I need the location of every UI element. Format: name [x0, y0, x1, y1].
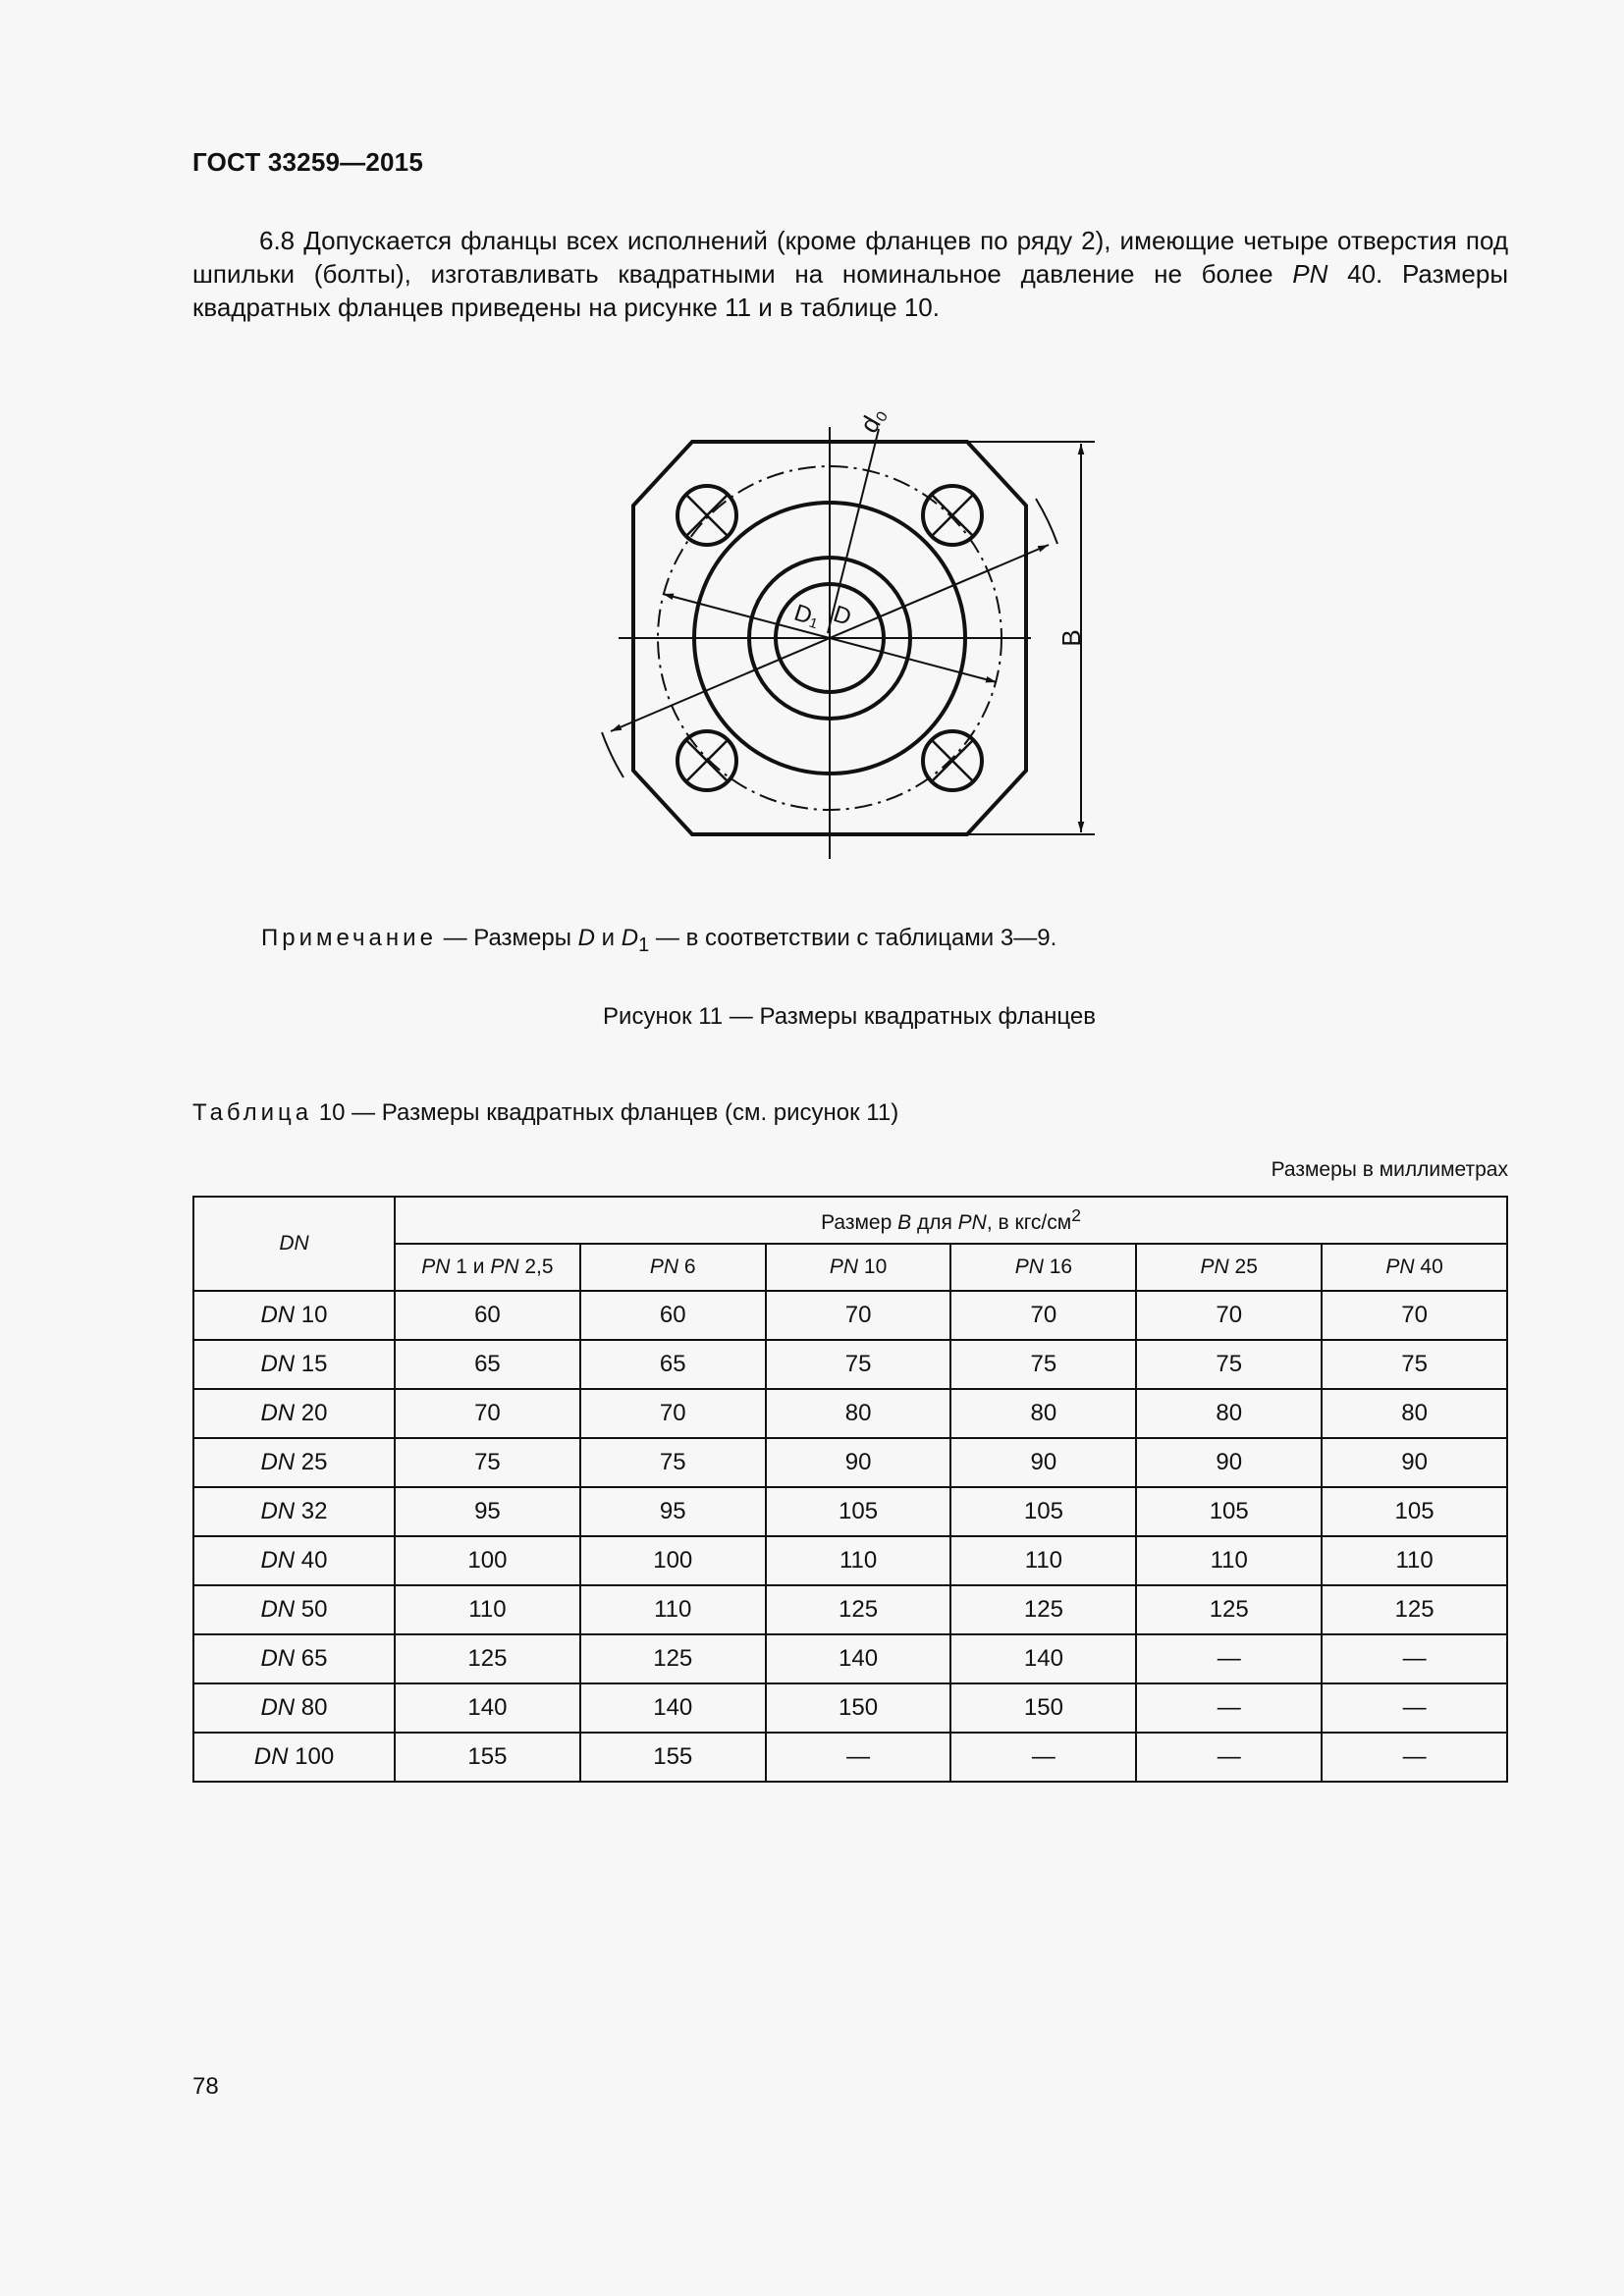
- size-cell: 70: [766, 1291, 951, 1340]
- size-cell: 80: [950, 1389, 1136, 1438]
- size-cell: 110: [766, 1536, 951, 1585]
- table-row: [193, 1733, 1507, 1782]
- size-cell: 95: [580, 1487, 766, 1536]
- size-cell: 70: [1322, 1291, 1507, 1340]
- table-row: [193, 1585, 1507, 1634]
- dn-cell: DN 20: [193, 1389, 395, 1438]
- label-b: B: [1056, 629, 1086, 647]
- size-cell: 90: [950, 1438, 1136, 1487]
- size-cell: 125: [766, 1585, 951, 1634]
- size-cell: 95: [395, 1487, 580, 1536]
- size-cell: 60: [580, 1291, 766, 1340]
- size-cell: 75: [950, 1340, 1136, 1389]
- size-cell: 110: [1136, 1536, 1322, 1585]
- size-cell: 105: [766, 1487, 951, 1536]
- size-cell: 140: [766, 1634, 951, 1683]
- size-cell: 125: [395, 1634, 580, 1683]
- size-cell: 110: [1322, 1536, 1507, 1585]
- bolt-hole: [677, 731, 736, 790]
- pn-column-header: PN 1 и PN 2,5: [395, 1244, 580, 1291]
- size-cell: 100: [395, 1536, 580, 1585]
- table-row: [193, 1291, 1507, 1340]
- size-cell: 90: [1136, 1438, 1322, 1487]
- size-cell: 70: [395, 1389, 580, 1438]
- bolt-hole: [923, 486, 982, 545]
- dn-cell: DN 50: [193, 1585, 395, 1634]
- size-cell: 105: [1322, 1487, 1507, 1536]
- size-cell: 65: [580, 1340, 766, 1389]
- label-d1: D₁: [790, 599, 824, 633]
- figure-caption: Рисунок 11 — Размеры квадратных фланцев: [603, 1003, 1096, 1030]
- dn-cell: DN 40: [193, 1536, 395, 1585]
- figure-note: Примечание — Размеры D и $D_1$ — в соответствии с таблицами 3—9.: [261, 925, 1057, 956]
- size-cell: 140: [950, 1634, 1136, 1683]
- clause-pn: PN: [1292, 259, 1328, 289]
- clause-text-2: 40. Размеры квадратных фланцев приведены на рисунке 11 и в таблице 10.: [192, 259, 1509, 322]
- table-row: [193, 1340, 1507, 1389]
- size-cell: 140: [395, 1683, 580, 1733]
- table-body: [193, 1291, 1507, 1782]
- size-cell: 70: [1136, 1291, 1322, 1340]
- size-cell: 105: [950, 1487, 1136, 1536]
- label-d: D: [830, 600, 855, 631]
- bolt-hole: [677, 486, 736, 545]
- size-cell: 75: [1322, 1340, 1507, 1389]
- size-cell: 155: [395, 1733, 580, 1782]
- clause-number: 6.8: [259, 226, 296, 255]
- flange-drawing: [589, 388, 1119, 869]
- dn-cell: DN 25: [193, 1438, 395, 1487]
- size-cell: 60: [395, 1291, 580, 1340]
- size-cell: 125: [1322, 1585, 1507, 1634]
- size-cell: 65: [395, 1340, 580, 1389]
- dn-cell: DN 65: [193, 1634, 395, 1683]
- pn-column-header: PN 10: [766, 1244, 951, 1291]
- dimension-arc: [602, 732, 623, 777]
- pn-column-header: PN 40: [1322, 1244, 1507, 1291]
- clause-6-8: [192, 224, 1508, 324]
- size-cell: 90: [1322, 1438, 1507, 1487]
- dn-cell: DN 32: [193, 1487, 395, 1536]
- size-cell: —: [1136, 1634, 1322, 1683]
- dimension-arc: [1036, 499, 1057, 544]
- size-cell: 140: [580, 1683, 766, 1733]
- size-cell: 70: [580, 1389, 766, 1438]
- dn-cell: DN 15: [193, 1340, 395, 1389]
- size-cell: 80: [1322, 1389, 1507, 1438]
- table-units: Размеры в миллиметрах: [1271, 1158, 1508, 1181]
- note-word: Примечание: [261, 925, 437, 951]
- dn-cell: DN 80: [193, 1683, 395, 1733]
- pn-column-header: PN 16: [950, 1244, 1136, 1291]
- clause-text-1: Допускается фланцы всех исполнений (кроме фланцев по ряду 2), имеющие четыре отверстия под шпильки (болты), изготавливать квадратными на номинальное давление не более: [192, 226, 1508, 289]
- dn-header: DN: [193, 1197, 395, 1291]
- page-number: 78: [192, 2073, 219, 2100]
- table-row: [193, 1536, 1507, 1585]
- size-cell: 125: [950, 1585, 1136, 1634]
- size-cell: 70: [950, 1291, 1136, 1340]
- size-cell: 80: [1136, 1389, 1322, 1438]
- size-group-header: Размер B для PN, в кгс/$см^2$: [395, 1197, 1507, 1244]
- size-cell: 80: [766, 1389, 951, 1438]
- size-cell: 105: [1136, 1487, 1322, 1536]
- size-cell: —: [1136, 1733, 1322, 1782]
- table-row: [193, 1438, 1507, 1487]
- size-cell: 110: [395, 1585, 580, 1634]
- pn-column-header: PN 6: [580, 1244, 766, 1291]
- size-cell: 150: [766, 1683, 951, 1733]
- table-row: [193, 1683, 1507, 1733]
- size-cell: 100: [580, 1536, 766, 1585]
- size-cell: 75: [580, 1438, 766, 1487]
- size-cell: 110: [580, 1585, 766, 1634]
- document-header: ГОСТ 33259—2015: [192, 147, 423, 177]
- size-cell: 90: [766, 1438, 951, 1487]
- size-cell: —: [1322, 1733, 1507, 1782]
- size-cell: 110: [950, 1536, 1136, 1585]
- table-row: [193, 1389, 1507, 1438]
- size-cell: 75: [1136, 1340, 1322, 1389]
- size-cell: —: [950, 1733, 1136, 1782]
- size-cell: 125: [580, 1634, 766, 1683]
- table-row: [193, 1634, 1507, 1683]
- size-cell: —: [1136, 1683, 1322, 1733]
- size-cell: 125: [1136, 1585, 1322, 1634]
- label-d0: d₀: [853, 401, 893, 438]
- size-cell: —: [1322, 1683, 1507, 1733]
- dn-cell: DN 10: [193, 1291, 395, 1340]
- table-row: [193, 1487, 1507, 1536]
- size-cell: —: [766, 1733, 951, 1782]
- size-cell: 155: [580, 1733, 766, 1782]
- size-cell: —: [1322, 1634, 1507, 1683]
- pn-column-header: PN 25: [1136, 1244, 1322, 1291]
- size-cell: 75: [395, 1438, 580, 1487]
- size-cell: 150: [950, 1683, 1136, 1733]
- size-cell: 75: [766, 1340, 951, 1389]
- dn-cell: DN 100: [193, 1733, 395, 1782]
- flange-size-table: [192, 1196, 1508, 1783]
- bolt-hole: [923, 731, 982, 790]
- table-title: Таблица 10 — Размеры квадратных фланцев (см. рисунок 11): [192, 1099, 899, 1126]
